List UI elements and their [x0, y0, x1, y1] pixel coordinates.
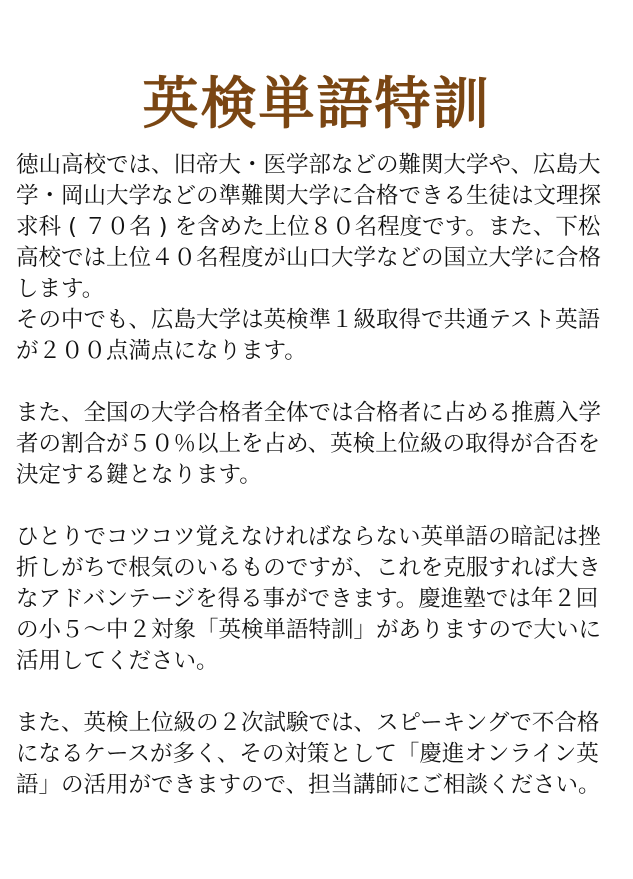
paragraph-spacer [16, 677, 618, 708]
paragraph-hiroshima: その中でも、広島大学は英検準１級取得で共通テスト英語が２００点満点になります。 [16, 307, 601, 364]
paragraph-vocabulary: ひとりでコツコツ覚えなければならない英単語の暗記は挫折しがちで根気のいるものですが、これを克服すれば大きなアドバンテージを得る事ができます。慶進塾では年２回の小５～中２対象「英検単語特訓」がありますので大いに活用してください。 [16, 524, 602, 674]
paragraph-recommendation: また、全国の大学合格者全体では合格者に占める推薦入学者の割合が５０％以上を占め、英検上位級の取得が合否を決定する鍵となります。 [16, 400, 602, 488]
article-body [16, 150, 618, 801]
paragraph-spacer [16, 491, 618, 522]
page-title: 英検単語特訓 [142, 70, 491, 137]
paragraph-speaking: また、英検上位級の２次試験では、スピーキングで不合格になるケースが多く、その対策として「慶進オンライン英語」の活用ができますので、担当講師にご相談ください。 [16, 710, 601, 798]
paragraph-spacer [16, 367, 618, 398]
paragraph-admissions: 徳山高校では、旧帝大・医学部などの難関大学や、広島大学・岡山大学などの準難関大学に合格できる生徒は文理探求科 ( ７０名 ) を含めた上位８０名程度です。また、下松高校では上位４０名程度が山口大学などの国立大学に合格します。 [16, 152, 602, 302]
